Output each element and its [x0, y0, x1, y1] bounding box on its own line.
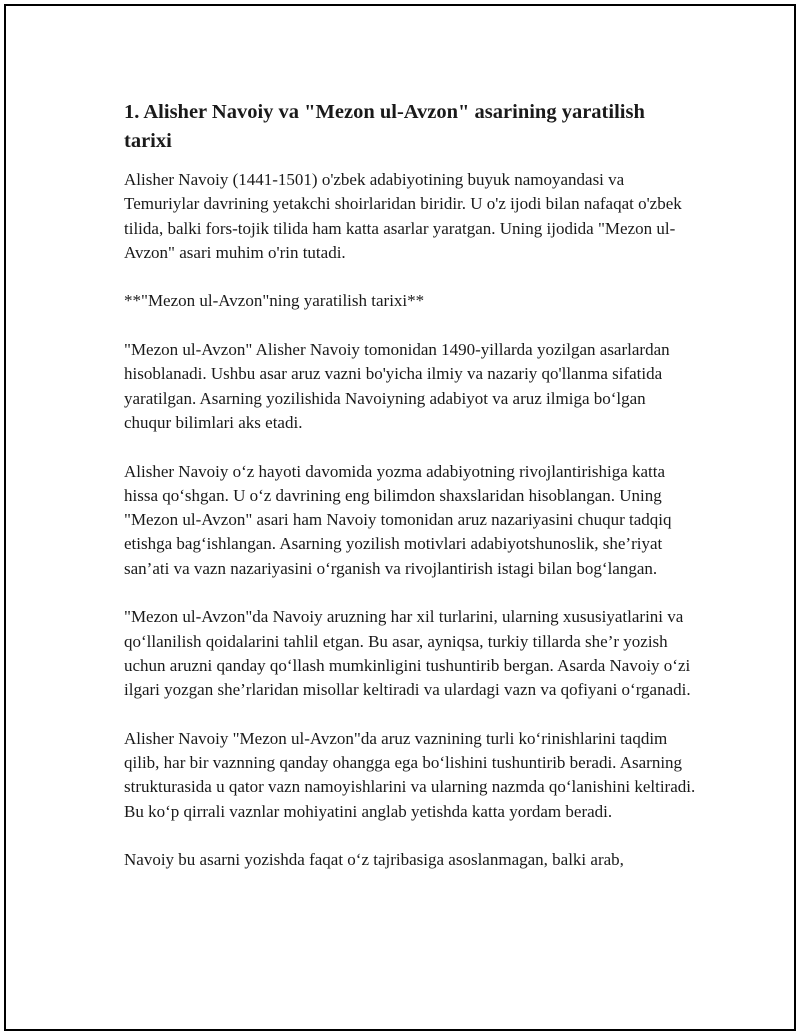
- paragraph-sources: Navoiy bu asarni yozishda faqat o‘z tajribasiga asoslanmagan, balki arab,: [124, 850, 624, 870]
- paragraph-subheading: **"Mezon ul-Avzon"ning yaratilish tarixi**: [124, 291, 425, 311]
- document-heading: 1. Alisher Navoiy va "Mezon ul-Avzon" asarining yaratilish tarixi: [124, 101, 645, 152]
- paragraph-analysis: "Mezon ul-Avzon"da Navoiy aruzning har xil turlarini, ularning xususiyatlarini va qo‘llanilish qoidalarini tahlil etgan. Bu asar, ayniqsa, turkiy tillarda she’r yozish uchun aruzni qanday qo‘llash mumkinligini tushuntirib bergan. Asarda Navoiy o‘zi ilgari yozgan she’rlaridan misollar keltiradi va ulardagi vazn va qofiyani o‘rganadi.: [124, 607, 691, 700]
- document-body: [124, 98, 696, 897]
- page-frame: [4, 4, 796, 1031]
- paragraph-intro: Alisher Navoiy (1441-1501) o'zbek adabiyotining buyuk namoyandasi va Temuriylar davrining yetakchi shoirlaridan biridir. U o'z ijodi bilan nafaqat o'zbek tilida, balki fors-tojik tilida ham katta asarlar yaratgan. Uning ijodida "Mezon ul-Avzon" asari muhim o'rin tutadi.: [124, 170, 682, 262]
- paragraph-contribution: Alisher Navoiy o‘z hayoti davomida yozma adabiyotning rivojlantirishiga katta hissa qo‘shgan. U o‘z davrining eng bilimdon shaxslaridan hisoblangan. Uning "Mezon ul-Avzon" asari ham Navoiy tomonidan aruz nazariyasini chuqur tadqiq etishga bag‘ishlangan. Asarning yozilish motivlari adabiyotshunoslik, she’riyat san’ati va vazn nazariyasini o‘rganish va rivojlantirish istagi bilan bog‘langan.: [124, 461, 672, 578]
- paragraph-creation: "Mezon ul-Avzon" Alisher Navoiy tomonidan 1490-yillarda yozilgan asarlardan hisoblanadi. Ushbu asar aruz vazni bo'yicha ilmiy va nazariy qo'llanma sifatida yaratilgan. Asarning yozilishida Navoiyning adabiyot va aruz ilmiga bo‘lgan chuqur bilimlari aks etadi.: [124, 340, 670, 432]
- paragraph-meters: Alisher Navoiy "Mezon ul-Avzon"da aruz vaznining turli ko‘rinishlarini taqdim qilib, har bir vaznning qanday ohangga ega bo‘lishini tushuntirib beradi. Asarning strukturasida u qator vazn namoyishlarini va ularning nazmda qo‘lanishini keltiradi. Bu ko‘p qirrali vaznlar mohiyatini anglab yetishda katta yordam beradi.: [124, 728, 696, 821]
